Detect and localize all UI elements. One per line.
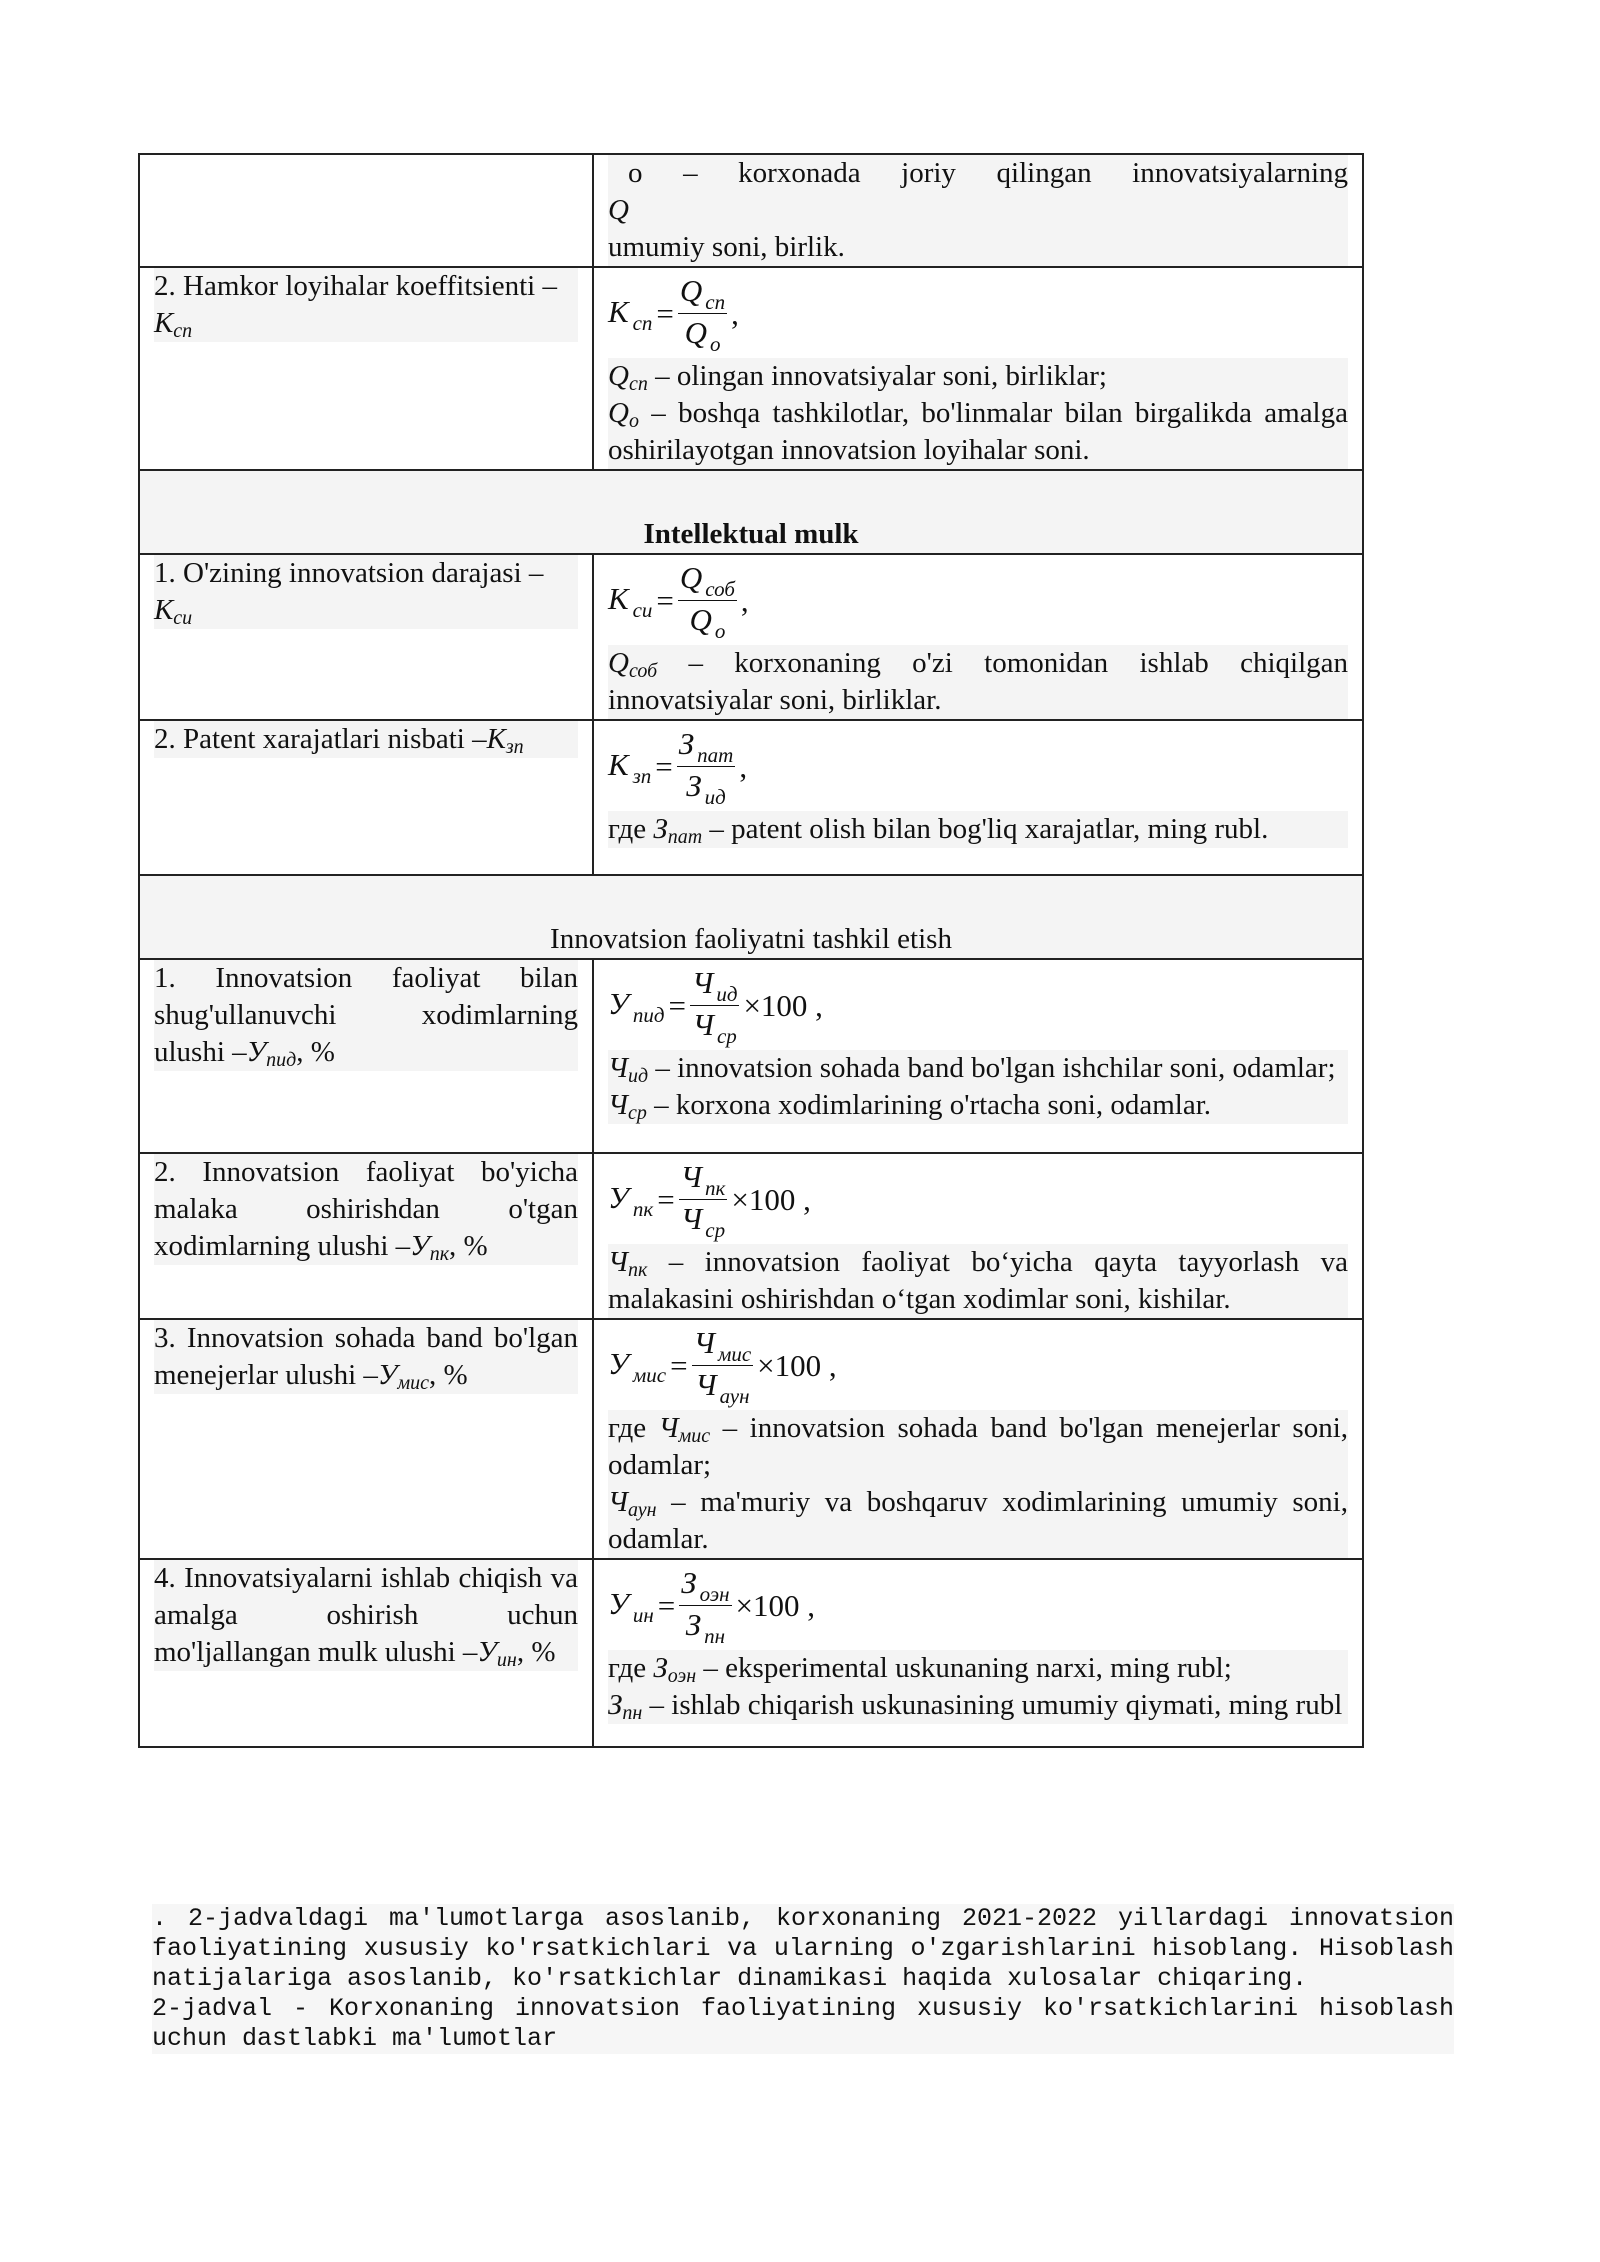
formula-lhs-sub: ин — [632, 1602, 654, 1627]
note-line: umumiy soni, birlik. — [608, 231, 845, 263]
indicator-label: 2. Innovatsion faoliyat bo'yicha malaka oshirishdan o'tgan xodimlarning ulushi – — [154, 1156, 578, 1262]
indicator-name-cell — [139, 959, 593, 1153]
denominator-sub: ср — [705, 1217, 726, 1242]
formula-tail: ×100 , — [731, 1181, 811, 1217]
formula-tail: ×100 , — [757, 1347, 837, 1383]
indicator-symbol-sub: пк — [429, 1243, 450, 1265]
numerator-sub: сп — [705, 289, 726, 314]
indicator-name — [154, 1320, 578, 1394]
indicator-unit: , % — [516, 1636, 556, 1668]
definition-prefix: где — [608, 1652, 654, 1684]
indicator-formula-cell — [593, 959, 1363, 1153]
variable-definition — [608, 1087, 1348, 1124]
indicator-name — [154, 721, 578, 758]
indicator-name-cell — [139, 720, 593, 875]
indicator-name-cell — [139, 1319, 593, 1559]
variable-symbol: Ч — [608, 1089, 628, 1121]
numerator-sub: пат — [697, 742, 734, 767]
formula-lhs — [608, 580, 652, 621]
denominator-sub: о — [709, 331, 721, 356]
formula — [608, 721, 1348, 811]
formula-lhs — [608, 985, 664, 1026]
section-heading: Innovatsion faoliyatni tashkil etish — [140, 876, 1362, 958]
numerator-symbol: З — [678, 725, 695, 761]
formula-lhs-symbol: К — [608, 580, 629, 616]
variable-symbol: Q — [608, 360, 629, 392]
numerator-sub: мис — [717, 1341, 752, 1366]
variable-definition — [608, 1650, 1348, 1687]
variable-sub: пн — [622, 1702, 643, 1724]
variable-sub: соб — [628, 660, 658, 682]
indicator-symbol-sub: зп — [505, 736, 524, 758]
definition-prefix: где — [608, 813, 654, 845]
formula — [608, 1560, 1348, 1650]
formula-lhs-sub: пк — [632, 1196, 654, 1221]
equals-sign: = — [657, 1181, 675, 1217]
denominator-sub: аун — [719, 1383, 750, 1408]
formula-fraction — [678, 272, 727, 355]
definition-prefix: где — [608, 1412, 659, 1444]
numerator-sub: ид — [716, 981, 738, 1006]
fraction-numerator — [678, 272, 727, 314]
indicator-formula-cell — [593, 1153, 1363, 1319]
fraction-numerator — [679, 1564, 731, 1606]
table-row — [139, 720, 1363, 875]
definition-text: – innovatsion sohada band bo'lgan ishchilar soni, odamlar; — [648, 1052, 1336, 1084]
indicator-unit: , % — [429, 1359, 468, 1391]
indicator-unit: , % — [449, 1230, 488, 1262]
indicator-label: 1. O'zining innovatsion darajasi – — [154, 557, 544, 589]
numerator-symbol: З — [681, 1564, 697, 1600]
numerator-symbol: Q — [679, 559, 703, 595]
formula-tail: , — [731, 295, 739, 331]
numerator-sub: пк — [705, 1175, 726, 1200]
numerator-symbol: Q — [679, 272, 703, 308]
fraction-numerator — [692, 1324, 754, 1366]
formula-tail: ×100 , — [743, 987, 823, 1023]
indicator-symbol-sub: сп — [173, 320, 193, 342]
section-row — [139, 470, 1363, 554]
definition-text: – korxonaning o'zi tomonidan ishlab chiqilgan innovatsiyalar soni, birliklar. — [608, 647, 1348, 716]
formula-tail: ×100 , — [735, 1587, 816, 1623]
variable-definition — [608, 1410, 1348, 1484]
equals-sign: = — [670, 1347, 688, 1383]
indicator-formula-cell — [593, 1319, 1363, 1559]
fraction-numerator — [690, 964, 739, 1006]
variable-definition — [608, 645, 1348, 719]
section-row — [139, 875, 1363, 959]
indicator-unit: , % — [296, 1036, 335, 1068]
indicator-symbol: У — [410, 1230, 430, 1262]
formula-lhs-sub: сп — [632, 310, 653, 335]
indicator-name-cell — [139, 267, 593, 470]
fraction-numerator — [679, 1158, 728, 1200]
table-caption: 2-jadval - Korxonaning innovatsion faoliyatining xususiy ko'rsatkichlarini hisoblash uchun dastlabki ma'lumotlar — [152, 1994, 1454, 2053]
formula-lhs-symbol: У — [608, 1179, 629, 1215]
variable-definition — [608, 358, 1348, 395]
formula-lhs — [608, 1585, 654, 1626]
indicator-name-cell — [139, 1559, 593, 1747]
formula-lhs — [608, 1179, 653, 1220]
indicator-symbol: У — [477, 1636, 497, 1668]
indicator-symbol-sub: си — [173, 607, 193, 629]
numerator-sub: оэн — [699, 1581, 730, 1606]
variable-sub: пат — [667, 826, 703, 848]
indicator-label: 2. Hamkor loyihalar koeffitsienti – — [154, 270, 557, 302]
table-row — [139, 1153, 1363, 1319]
formula — [608, 960, 1348, 1050]
formula — [608, 555, 1348, 645]
formula-lhs-sub: пид — [632, 1002, 665, 1027]
indicator-name — [154, 1560, 578, 1671]
denominator-symbol: З — [686, 767, 702, 803]
definition-text: – innovatsion faoliyat bo‘yicha qayta tayyorlash va malakasini oshirishdan o‘tgan xodimlar soni, kishilar. — [608, 1246, 1348, 1315]
variable-symbol: Ч — [608, 1246, 628, 1278]
formula-lhs — [608, 1345, 666, 1386]
denominator-sub: пн — [704, 1623, 726, 1648]
variable-sub: оэн — [667, 1665, 697, 1687]
indicator-name-cell — [139, 154, 593, 267]
denominator-symbol: Ч — [692, 1006, 714, 1042]
variable-symbol: З — [608, 1689, 623, 1721]
table-row — [139, 554, 1363, 720]
indicator-symbol: К — [154, 594, 174, 626]
section-cell — [139, 470, 1363, 554]
indicator-label: 4. Innovatsiyalarni ishlab chiqish va amalga oshirish uchun mo'ljallangan mulk ulushi – — [154, 1562, 578, 1668]
equals-sign: = — [655, 748, 673, 784]
section-cell — [139, 875, 1363, 959]
definition-text: – olingan innovatsiyalar soni, birliklar; — [647, 360, 1107, 392]
numerator-symbol: Ч — [691, 964, 714, 1000]
indicator-formula-cell — [593, 720, 1363, 875]
variable-definition — [608, 1687, 1348, 1724]
table-row — [139, 1319, 1363, 1559]
indicator-label: 2. Patent xarajatlari nisbati – — [154, 723, 487, 755]
indicator-formula-cell — [593, 154, 1363, 267]
formula-lhs-sub: мис — [632, 1362, 667, 1387]
definition-text: – ishlab chiqarish uskunasining umumiy qiymati, ming rubl — [642, 1689, 1343, 1721]
equals-sign: = — [656, 582, 674, 618]
formula-lhs-symbol: К — [608, 293, 629, 329]
continued-note — [608, 155, 1348, 266]
formula-fraction — [690, 964, 739, 1047]
indicator-symbol: У — [246, 1036, 267, 1068]
variable-symbol: З — [653, 1652, 668, 1684]
indicator-name — [154, 1154, 578, 1265]
variable-sub: о — [628, 410, 639, 432]
section-heading: Intellektual mulk — [140, 471, 1362, 553]
formula-lhs-sub: си — [632, 597, 653, 622]
indicator-symbol: К — [154, 307, 174, 339]
formula-lhs-symbol: У — [608, 1585, 629, 1621]
formula-lhs-symbol: У — [608, 1345, 629, 1381]
variable-definition — [608, 395, 1348, 469]
formula — [608, 1320, 1348, 1410]
denominator-symbol: Ч — [695, 1366, 717, 1402]
formula-tail: , — [739, 748, 748, 784]
indicator-name — [154, 960, 578, 1071]
denominator-symbol: Q — [684, 314, 707, 350]
table-row — [139, 267, 1363, 470]
indicator-formula-cell — [593, 267, 1363, 470]
indicator-name — [154, 555, 578, 629]
definition-text: – boshqa tashkilotlar, bo'linmalar bilan birgalikda amalga oshirilayotgan innovatsion loyihalar soni. — [608, 397, 1348, 466]
denominator-sub: ср — [716, 1023, 737, 1048]
task-paragraph: . 2-jadvaldagi ma'lumotlarga asoslanib, korxonaning 2021-2022 yillardagi innovatsion faoliyatining xususiy ko'rsatkichlari va ularning o'zgarishlarini hisoblang. Hisoblash natijalariga asoslanib, ko'rsatkichlar dinamikasi haqida xulosalar chiqaring. — [152, 1904, 1454, 1993]
indicator-symbol: К — [486, 723, 506, 755]
variable-sub: ср — [627, 1102, 647, 1124]
formula-fraction — [678, 559, 737, 642]
variable-symbol: З — [653, 813, 668, 845]
indicator-formula-cell — [593, 554, 1363, 720]
table-row — [139, 959, 1363, 1153]
numerator-symbol: Ч — [680, 1158, 703, 1194]
formula — [608, 1154, 1348, 1244]
denominator-sub: о — [714, 618, 726, 643]
formula-lhs — [608, 746, 651, 787]
indicator-name-cell — [139, 1153, 593, 1319]
denominator-symbol: Ч — [680, 1200, 703, 1236]
denominator-symbol: З — [685, 1606, 702, 1642]
definition-text: – eksperimental uskunaning narxi, ming rubl; — [696, 1652, 1232, 1684]
indicator-label: 3. Innovatsion sohada band bo'lgan menejerlar ulushi – — [154, 1322, 578, 1391]
denominator-sub: ид — [704, 784, 726, 809]
table-row — [139, 154, 1363, 267]
formula-lhs-sub: зп — [632, 763, 652, 788]
indicator-symbol-sub: мис — [397, 1372, 430, 1394]
variable-sub: сп — [628, 373, 648, 395]
equals-sign: = — [668, 987, 686, 1023]
indicator-formula-cell — [593, 1559, 1363, 1747]
fraction-numerator — [677, 725, 736, 767]
formula-fraction — [677, 725, 736, 808]
indicator-symbol-sub: ин — [496, 1649, 517, 1671]
variable-symbol: Ч — [608, 1052, 628, 1084]
variable-sub: аун — [627, 1499, 657, 1521]
equals-sign: = — [657, 1587, 676, 1623]
note-line: о – korxonada joriy qilingan innovatsiyalarning — [628, 157, 1348, 189]
formula-lhs-symbol: К — [608, 746, 629, 782]
definition-text: – innovatsion sohada band bo'lgan menejerlar soni, odamlar; — [608, 1412, 1348, 1481]
variable-sub: ид — [627, 1065, 649, 1087]
table-row — [139, 1559, 1363, 1747]
indicator-name-cell — [139, 554, 593, 720]
indicator-symbol-sub: пид — [266, 1049, 297, 1071]
formula-fraction — [679, 1158, 728, 1241]
task-text — [152, 1904, 1454, 2054]
formula-fraction — [692, 1324, 754, 1407]
variable-symbol: Ч — [608, 1486, 628, 1518]
variable-sub: мис — [678, 1425, 711, 1447]
variable-definition — [608, 1244, 1348, 1318]
variable-definition — [608, 1484, 1348, 1558]
variable-symbol: Q — [608, 647, 629, 679]
numerator-sub: соб — [705, 576, 735, 601]
definition-text: – korxona xodimlarining o'rtacha soni, odamlar. — [646, 1089, 1212, 1121]
formula-lhs — [608, 293, 652, 334]
variable-definition — [608, 811, 1348, 848]
indicator-symbol: У — [377, 1359, 398, 1391]
denominator-symbol: Q — [689, 601, 712, 637]
indicator-name — [154, 268, 578, 342]
formula-fraction — [679, 1564, 731, 1647]
equals-sign: = — [656, 295, 674, 331]
formula-lhs-symbol: У — [608, 985, 629, 1021]
definition-text: – ma'muriy va boshqaruv xodimlarining umumiy soni, odamlar. — [608, 1486, 1348, 1555]
variable-sub: пк — [627, 1259, 648, 1281]
variable-definition — [608, 1050, 1348, 1087]
fraction-numerator — [678, 559, 737, 601]
variable-symbol: Q — [608, 397, 629, 429]
numerator-symbol: Ч — [693, 1324, 715, 1360]
indicators-table — [138, 153, 1364, 1748]
variable-symbol: Ч — [658, 1412, 679, 1444]
note-line: Q — [608, 194, 629, 226]
formula-tail: , — [740, 582, 749, 618]
definition-text: – patent olish bilan bog'liq xarajatlar, ming rubl. — [702, 813, 1269, 845]
formula — [608, 268, 1348, 358]
indicator-label: 1. Innovatsion faoliyat bilan shug'ullanuvchi xodimlarning ulushi – — [154, 962, 578, 1068]
